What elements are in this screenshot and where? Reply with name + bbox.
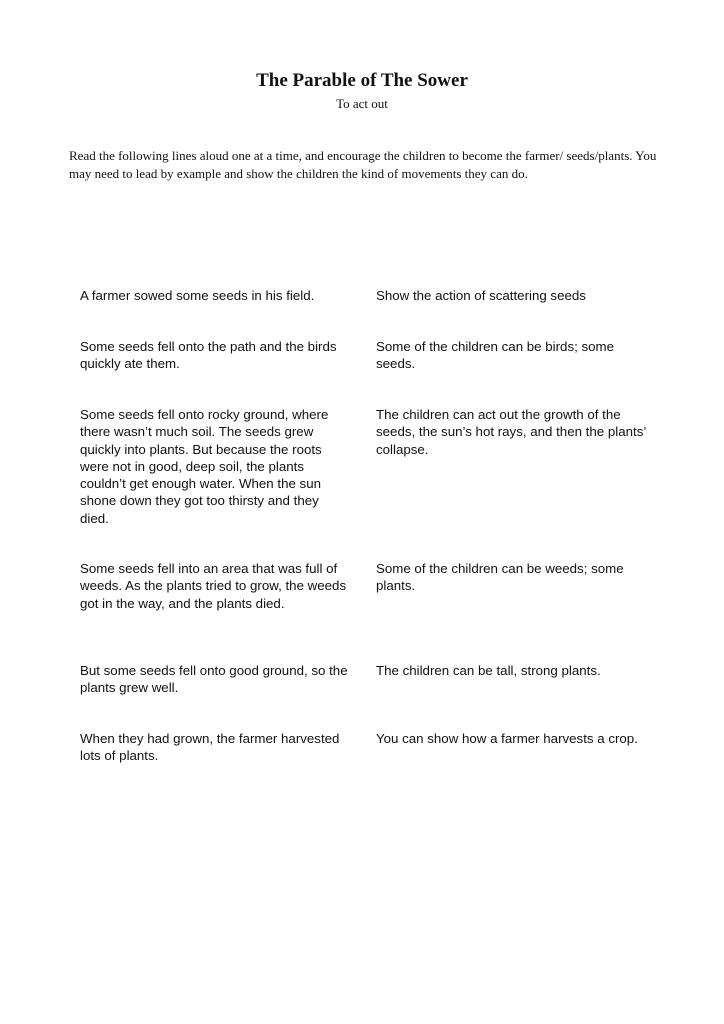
intro-paragraph: Read the following lines aloud one at a time, and encourage the children to become the farmer/ seeds/plants. You may need to lead by example and show the children the kind of movements they can do. [69, 148, 657, 181]
page-title: The Parable of The Sower [256, 70, 468, 91]
story-row [80, 730, 660, 765]
action-instruction: Some of the children can be birds; some seeds. [376, 339, 614, 372]
story-row [80, 287, 660, 304]
story-line: A farmer sowed some seeds in his field. [80, 288, 315, 303]
story-row [80, 338, 660, 373]
action-instruction: The children can act out the growth of the seeds, the sun’s hot rays, and then the plants’ collapse. [376, 407, 646, 457]
story-row [80, 406, 660, 527]
story-line: When they had grown, the farmer harvested lots of plants. [80, 731, 340, 764]
action-instruction: You can show how a farmer harvests a crop. [376, 731, 638, 746]
story-line: Some seeds fell into an area that was full of weeds. As the plants tried to grow, the weeds got in the way, and the plants died. [80, 561, 347, 611]
story-line: Some seeds fell onto rocky ground, where there wasn’t much soil. The seeds grew quickly into plants. But because the roots were not in good, deep soil, the plants couldn’t get enough water. When the sun shone down they got too thirsty and they died. [80, 407, 329, 526]
page-subtitle: To act out [336, 96, 388, 111]
action-instruction: Show the action of scattering seeds [376, 288, 586, 303]
story-row [80, 560, 660, 612]
action-instruction: Some of the children can be weeds; some plants. [376, 561, 624, 594]
story-line: Some seeds fell onto the path and the birds quickly ate them. [80, 339, 337, 372]
story-row [80, 662, 660, 697]
action-instruction: The children can be tall, strong plants. [376, 663, 601, 678]
story-line: But some seeds fell onto good ground, so the plants grew well. [80, 663, 348, 696]
